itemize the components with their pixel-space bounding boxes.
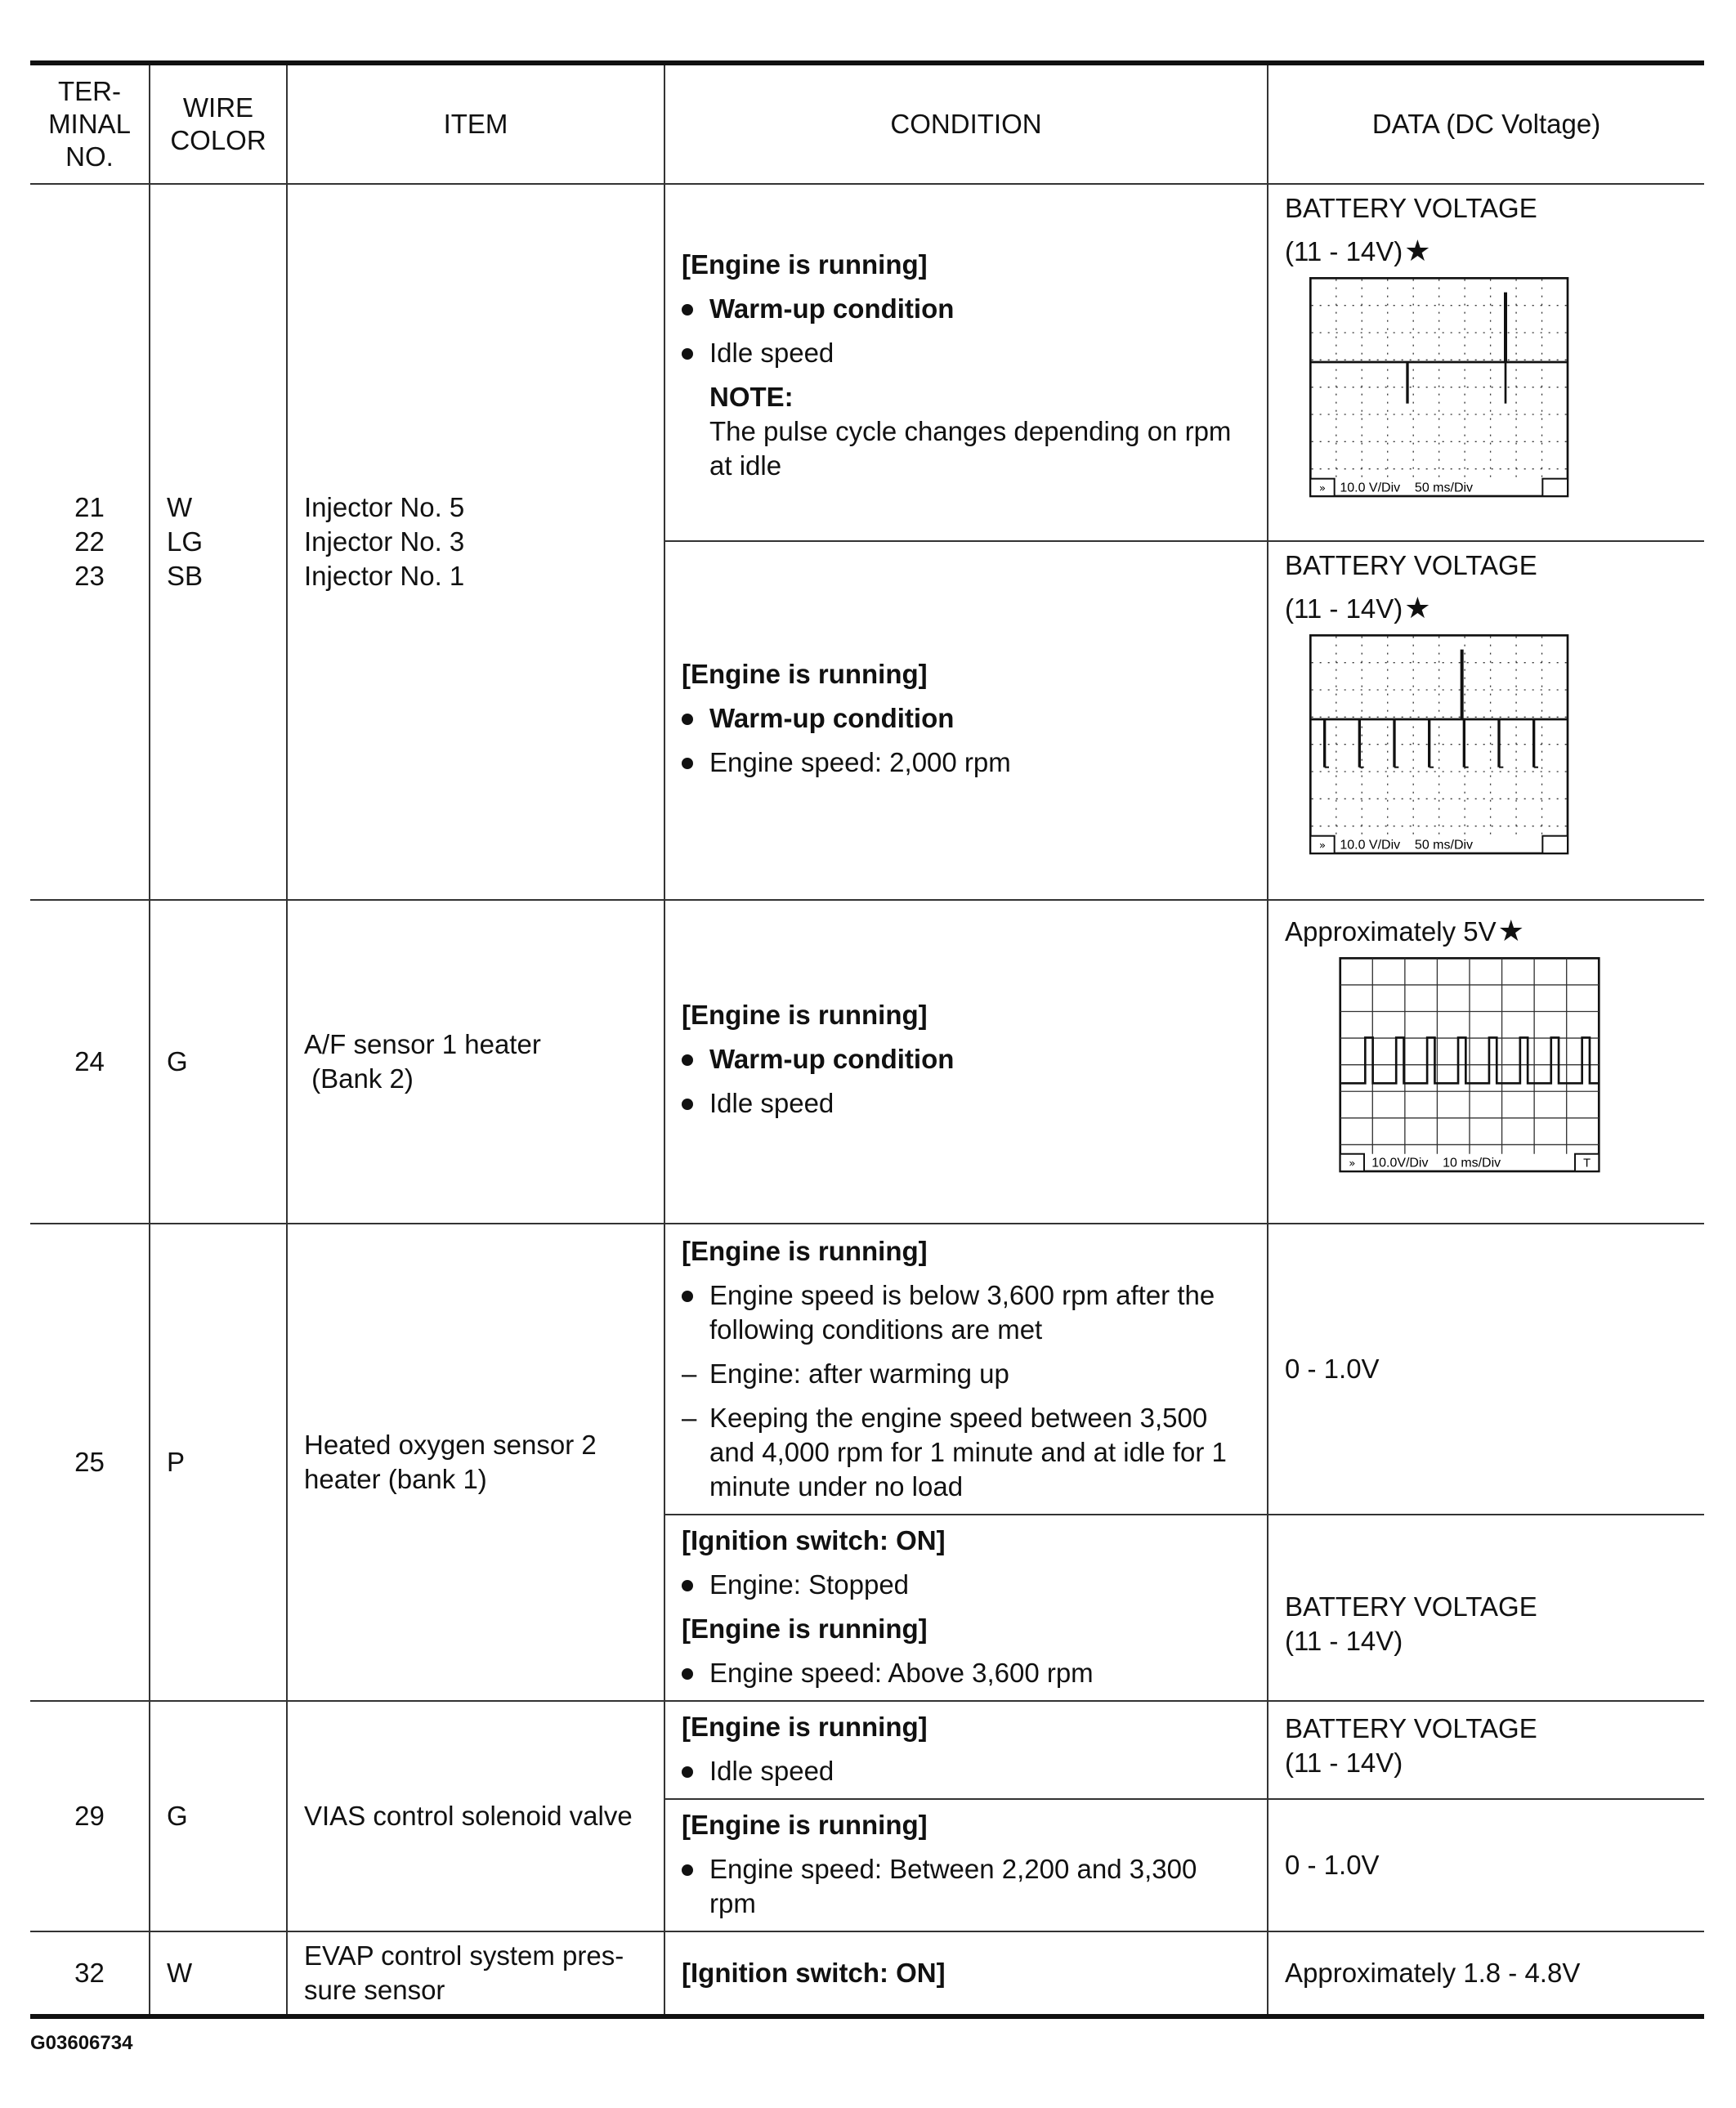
header-terminal-no: TER- MINAL NO. — [30, 63, 150, 184]
terminal-no-cell: 21 22 23 — [30, 184, 150, 900]
table-row — [30, 900, 1704, 1224]
data-cell: Approximately 5V★ » T 10.0V/Div 10 ms/Div — [1268, 900, 1704, 1224]
data-cell: BATTERY VOLTAGE (11 - 14V)★ » 10.0 V/Div 50 ms/Div — [1268, 184, 1704, 541]
condition-cell: [Ignition switch: ON] — [664, 1931, 1268, 2016]
condition-cell: [Engine is running] Engine speed: Between 2,200 and 3,300 rpm — [664, 1799, 1268, 1931]
oscilloscope-waveform-idle — [1309, 277, 1571, 503]
condition-bullet: Warm-up condition — [682, 292, 1251, 326]
data-cell: 0 - 1.0V — [1268, 1224, 1704, 1515]
table-row — [30, 1701, 1704, 1799]
terminal-no-cell: 32 — [30, 1931, 150, 2016]
scope-grid — [1312, 280, 1567, 478]
item-cell: A/F sensor 1 heater (Bank 2) — [287, 900, 664, 1224]
scope-pulses — [1341, 1037, 1599, 1083]
data-cell: 0 - 1.0V — [1268, 1799, 1704, 1931]
star-icon: ★ — [1497, 914, 1524, 947]
table-row — [30, 1931, 1704, 2016]
data-cell: BATTERY VOLTAGE (11 - 14V) — [1268, 1701, 1704, 1799]
condition-bullet: Engine speed: Between 2,200 and 3,300 rpm — [682, 1852, 1251, 1921]
condition-cell: [Engine is running] Warm-up condition Idle speed NOTE: The pulse cycle changes depending on rpm at idle — [664, 184, 1268, 541]
wire-color-cell: G — [150, 900, 287, 1224]
table-row — [30, 1224, 1704, 1515]
condition-dash: – Engine: after warming up — [682, 1358, 1009, 1389]
star-icon: ★ — [1404, 234, 1431, 267]
condition-bullet: Engine speed: 2,000 rpm — [682, 745, 1251, 780]
terminal-no-cell: 29 — [30, 1701, 150, 1931]
condition-bullet: Engine speed is below 3,600 rpm after the following conditions are met — [682, 1278, 1251, 1347]
data-cell: BATTERY VOLTAGE (11 - 14V) — [1268, 1515, 1704, 1701]
data-cell: BATTERY VOLTAGE (11 - 14V)★ » 10.0 V/Div 50 ms/Div — [1268, 541, 1704, 900]
figure-code: G03606734 — [30, 2032, 133, 2054]
condition-dash: – Keeping the engine speed between 3,500 and 4,000 rpm for 1 minute and at idle for 1 minute under no load — [682, 1403, 1227, 1502]
scope-grid — [1312, 637, 1567, 835]
wire-color-cell: W — [150, 1931, 287, 2016]
bullet-icon — [682, 304, 693, 316]
item-cell: VIAS control solenoid valve — [287, 1701, 664, 1931]
condition-bullet: Idle speed — [682, 1086, 1251, 1121]
data-cell: Approximately 1.8 - 4.8V — [1268, 1931, 1704, 2016]
condition-cell: [Ignition switch: ON] Engine: Stopped [Engine is running] Engine speed: Above 3,600 rpm — [664, 1515, 1268, 1701]
condition-bullet: Idle speed — [682, 336, 1251, 370]
bullet-icon — [682, 1580, 693, 1591]
fast-forward-icon: » — [1349, 1157, 1356, 1170]
bullet-icon — [682, 758, 693, 769]
header-item: ITEM — [287, 63, 664, 184]
wire-color-cell: G — [150, 1701, 287, 1931]
header-wire-color: WIRE COLOR — [150, 63, 287, 184]
table-row — [30, 184, 1704, 541]
bullet-icon — [682, 1291, 693, 1302]
table-header-row — [30, 63, 1704, 184]
scope-scale-label: 10.0V/Div 10 ms/Div — [1371, 1156, 1501, 1170]
condition-bullet: Engine: Stopped — [682, 1568, 1251, 1602]
condition-cell: [Engine is running] Idle speed — [664, 1701, 1268, 1799]
header-condition: CONDITION — [664, 63, 1268, 184]
oscilloscope-waveform-2000rpm — [1309, 634, 1571, 860]
scope-pulses — [1325, 719, 1538, 768]
condition-cell: [Engine is running] Warm-up condition Idle speed — [664, 900, 1268, 1224]
bullet-icon — [682, 348, 693, 360]
condition-bullet: Engine speed: Above 3,600 rpm — [682, 1656, 1251, 1690]
note-title: NOTE: — [709, 381, 794, 412]
bullet-icon — [682, 1766, 693, 1778]
condition-cell: [Engine is running] Warm-up condition Engine speed: 2,000 rpm — [664, 541, 1268, 900]
bullet-icon — [682, 1054, 693, 1066]
scope-scale-label: 10.0 V/Div 50 ms/Div — [1340, 838, 1474, 853]
terminal-no-cell: 25 — [30, 1224, 150, 1701]
scope-scale-label: 10.0 V/Div 50 ms/Div — [1340, 481, 1474, 495]
item-cell: Heated oxygen sensor 2 heater (bank 1) — [287, 1224, 664, 1701]
svg-text:T: T — [1583, 1157, 1591, 1170]
bullet-icon — [682, 1668, 693, 1680]
fast-forward-icon: » — [1318, 482, 1327, 495]
bullet-icon — [682, 1099, 693, 1110]
terminal-no-cell: 24 — [30, 900, 150, 1224]
item-cell: Injector No. 5 Injector No. 3 Injector No. 1 — [287, 184, 664, 900]
note-text: The pulse cycle changes depending on rpm at idle — [709, 415, 1232, 481]
bullet-icon — [682, 1864, 693, 1876]
fast-forward-icon: » — [1318, 839, 1327, 853]
bullet-icon — [682, 714, 693, 725]
wire-color-cell: W LG SB — [150, 184, 287, 900]
terminal-data-table — [30, 60, 1704, 2019]
condition-cell: [Engine is running] Engine speed is below 3,600 rpm after the following conditions are met – Engine: after warming up – Keeping the engine speed between 3,500 and 4,000 rpm for 1 minute and at idle for 1 minute under no load — [664, 1224, 1268, 1515]
wire-color-cell: P — [150, 1224, 287, 1701]
oscilloscope-waveform-af-heater — [1339, 957, 1600, 1175]
header-data: DATA (DC Voltage) — [1268, 63, 1704, 184]
condition-bullet: Idle speed — [682, 1754, 1251, 1788]
scope-grid — [1340, 958, 1600, 1153]
condition-bullet: Warm-up condition — [682, 1042, 1251, 1076]
condition-bullet: Warm-up condition — [682, 701, 1251, 736]
star-icon: ★ — [1404, 591, 1431, 624]
item-cell: EVAP control system pres- sure sensor — [287, 1931, 664, 2016]
